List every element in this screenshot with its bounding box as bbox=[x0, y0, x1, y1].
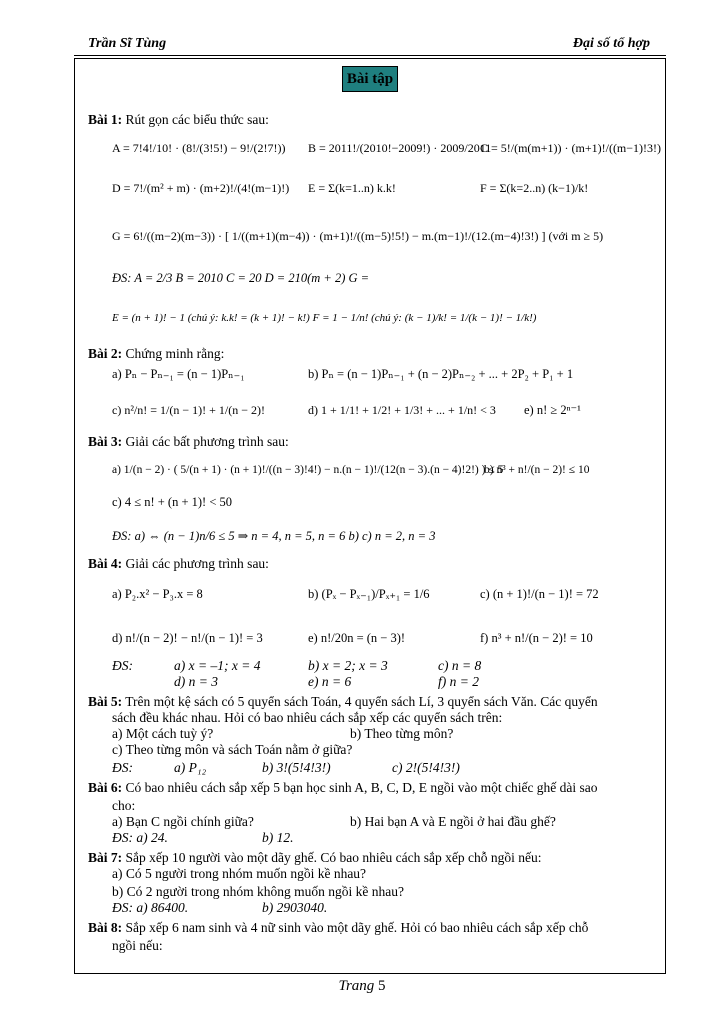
bai2-text: Chứng minh rằng: bbox=[125, 346, 225, 361]
bai4-answer-e: e) n = 6 bbox=[308, 674, 352, 689]
bai2-item-b: b) Pₙ = (n − 1)Pₙ₋₁ + (n − 2)Pₙ₋₂ + ... + 2P₂ + P₁ + 1 bbox=[308, 367, 574, 381]
bai2-item-e: e) n! ≥ 2ⁿ⁻¹ bbox=[524, 403, 581, 417]
bai3-item-c: c) 4 ≤ n! + (n + 1)! < 50 bbox=[112, 495, 232, 509]
bai2-item-d: d) 1 + 1/1! + 1/2! + 1/3! + ... + 1/n! < 3 bbox=[308, 403, 496, 417]
bai1-text: Rút gọn các biểu thức sau: bbox=[125, 112, 269, 127]
bai5-text-line1: Trên một kệ sách có 5 quyển sách Toán, 4 quyển sách Lí, 3 quyển sách Văn. Các quyển bbox=[125, 694, 598, 709]
bai4-item-e: e) n!/20n = (n − 3)! bbox=[308, 631, 406, 645]
bai6-answer-b: b) 12. bbox=[262, 830, 294, 845]
bai7-item-b: b) Có 2 người trong nhóm không muốn ngồi kề nhau? bbox=[112, 884, 404, 899]
bai8-text-line2: ngồi nếu: bbox=[112, 938, 163, 953]
bai3-item-a: a) 1/(n − 2) · ( 5/(n + 1) · (n + 1)!/((n − 3)!4!) − n.(n − 1)!/(12(n − 3).(n − 4)!2!) ) ≤ 5 bbox=[112, 464, 504, 476]
header-subject: Đại số tổ hợp bbox=[572, 36, 650, 51]
bai7-label: Bài 7: bbox=[88, 850, 123, 865]
bai5-text-line2: sách đều khác nhau. Hỏi có bao nhiêu cách sắp xếp các quyển sách trên: bbox=[112, 710, 503, 725]
bai5-answer-a: a) P₁₂ bbox=[174, 760, 207, 775]
bai2-item-c: c) n²/n! = 1/(n − 1)! + 1/(n − 2)! bbox=[112, 403, 265, 417]
bai4-answer-label: ĐS: bbox=[112, 658, 133, 673]
bai3-text: Giải các bất phương trình sau: bbox=[125, 434, 289, 449]
bai1-expr-g: G = 6!/((m−2)(m−3)) · [ 1/((m+1)(m−4)) · (m+1)!/((m−5)!5!) − m.(m−1)!/(12.(m−4)!3!) ] (với m ≥ 5) bbox=[112, 229, 604, 243]
page-footer bbox=[0, 978, 724, 995]
bai3-answer: ĐS: a) ⇔ (n − 1)n/6 ≤ 5 ⇒ n = 4, n = 5, n = 6 b) c) n = 2, n = 3 bbox=[112, 529, 436, 543]
bai5-answer-c: c) 2!(5!4!3!) bbox=[392, 760, 460, 775]
bai7-text: Sắp xếp 10 người vào một dãy ghế. Có bao nhiêu cách sắp xếp chỗ ngồi nếu: bbox=[125, 850, 542, 865]
bai4-item-d: d) n!/(n − 2)! − n!/(n − 1)! = 3 bbox=[112, 631, 263, 645]
bai4-item-b: b) (Pₓ − Pₓ₋₁)/Pₓ₊₁ = 1/6 bbox=[308, 587, 430, 601]
bai8-text-line1: Sắp xếp 6 nam sinh và 4 nữ sinh vào một dãy ghế. Hỏi có bao nhiêu cách sắp xếp chỗ bbox=[125, 920, 589, 935]
bai4-item-f: f) n³ + n!/(n − 2)! = 10 bbox=[480, 631, 593, 645]
bai4-label: Bài 4: bbox=[88, 556, 123, 571]
bai2-item-a: a) Pₙ − Pₙ₋₁ = (n − 1)Pₙ₋₁ bbox=[112, 367, 245, 381]
bai6-answer-a: ĐS: a) 24. bbox=[112, 830, 168, 845]
bai5-item-b: b) Theo từng môn? bbox=[350, 726, 454, 741]
bai5-answer-label: ĐS: bbox=[112, 760, 133, 775]
bai1-answer-line1: ĐS: A = 2/3 B = 2010 C = 20 D = 210(m + 2) G = bbox=[112, 271, 370, 285]
bai3-label: Bài 3: bbox=[88, 434, 123, 449]
bai1-label: Bài 1: bbox=[88, 112, 123, 127]
bai6-text-line2: cho: bbox=[112, 798, 136, 813]
bai4-answer-b: b) x = 2; x = 3 bbox=[308, 658, 388, 673]
bai6-item-b: b) Hai bạn A và E ngồi ở hai đầu ghế? bbox=[350, 814, 556, 829]
bai5-item-c: c) Theo từng môn và sách Toán nằm ở giữa? bbox=[112, 742, 353, 757]
bai5-label: Bài 5: bbox=[88, 694, 123, 709]
bai6-heading bbox=[88, 780, 598, 796]
bai4-answer-f: f) n = 2 bbox=[438, 674, 479, 689]
bai7-heading bbox=[88, 850, 542, 866]
bai1-expr-d: D = 7!/(m² + m) · (m+2)!/(4!(m−1)!) bbox=[112, 181, 290, 195]
bai6-label: Bài 6: bbox=[88, 780, 123, 795]
bai7-answer-a: ĐS: a) 86400. bbox=[112, 900, 189, 915]
bai2-label: Bài 2: bbox=[88, 346, 123, 361]
bai1-expr-f: F = Σ(k=2..n) (k−1)/k! bbox=[480, 181, 589, 195]
bai4-answer-c: c) n = 8 bbox=[438, 658, 482, 673]
bai4-text: Giải các phương trình sau: bbox=[125, 556, 269, 571]
bai4-answer-a: a) x = –1; x = 4 bbox=[174, 658, 261, 673]
bai4-item-c: c) (n + 1)!/(n − 1)! = 72 bbox=[480, 587, 599, 601]
bai2-heading bbox=[88, 346, 224, 362]
bai6-text-line1: Có bao nhiêu cách sắp xếp 5 bạn học sinh A, B, C, D, E ngồi vào một chiếc ghế dài sao bbox=[125, 780, 598, 795]
page-label: Trang bbox=[338, 978, 375, 994]
bai4-heading bbox=[88, 556, 269, 572]
bai3-heading bbox=[88, 434, 289, 450]
bai5-answer-b: b) 3!(5!4!3!) bbox=[262, 760, 331, 775]
page-number: 5 bbox=[378, 978, 386, 994]
bai8-label: Bài 8: bbox=[88, 920, 123, 935]
bai6-item-a: a) Bạn C ngồi chính giữa? bbox=[112, 814, 254, 829]
bai1-expr-c: C = 5!/(m(m+1)) · (m+1)!/((m−1)!3!) bbox=[480, 141, 662, 155]
bai7-item-a: a) Có 5 người trong nhóm muốn ngồi kề nhau? bbox=[112, 866, 367, 881]
bai7-answer-b: b) 2903040. bbox=[262, 900, 328, 915]
header-divider bbox=[74, 55, 666, 56]
bai4-item-a: a) P₂.x² − P₃.x = 8 bbox=[112, 587, 203, 601]
bai1-expr-b: B = 2011!/(2010!−2009!) · 2009/2011 bbox=[308, 141, 492, 155]
bai4-answer-d: d) n = 3 bbox=[174, 674, 218, 689]
header-author: Trần Sĩ Tùng bbox=[88, 36, 167, 51]
bai1-expr-e: E = Σ(k=1..n) k.k! bbox=[308, 181, 396, 195]
bai5-heading bbox=[88, 694, 598, 710]
page-title: Bài tập bbox=[342, 66, 398, 92]
bai1-heading bbox=[88, 112, 269, 128]
bai3-item-b: b) n³ + n!/(n − 2)! ≤ 10 bbox=[484, 464, 590, 476]
bai5-item-a: a) Một cách tuỳ ý? bbox=[112, 726, 214, 741]
bai1-expr-a: A = 7!4!/10! · (8!/(3!5!) − 9!/(2!7!)) bbox=[112, 141, 286, 155]
bai8-heading bbox=[88, 920, 588, 936]
bai1-answer-line2: E = (n + 1)! − 1 (chú ý: k.k! = (k + 1)! − k!) F = 1 − 1/n! (chú ý: (k − 1)/k! = 1/(k − 1)! − 1/k!) bbox=[112, 312, 537, 324]
